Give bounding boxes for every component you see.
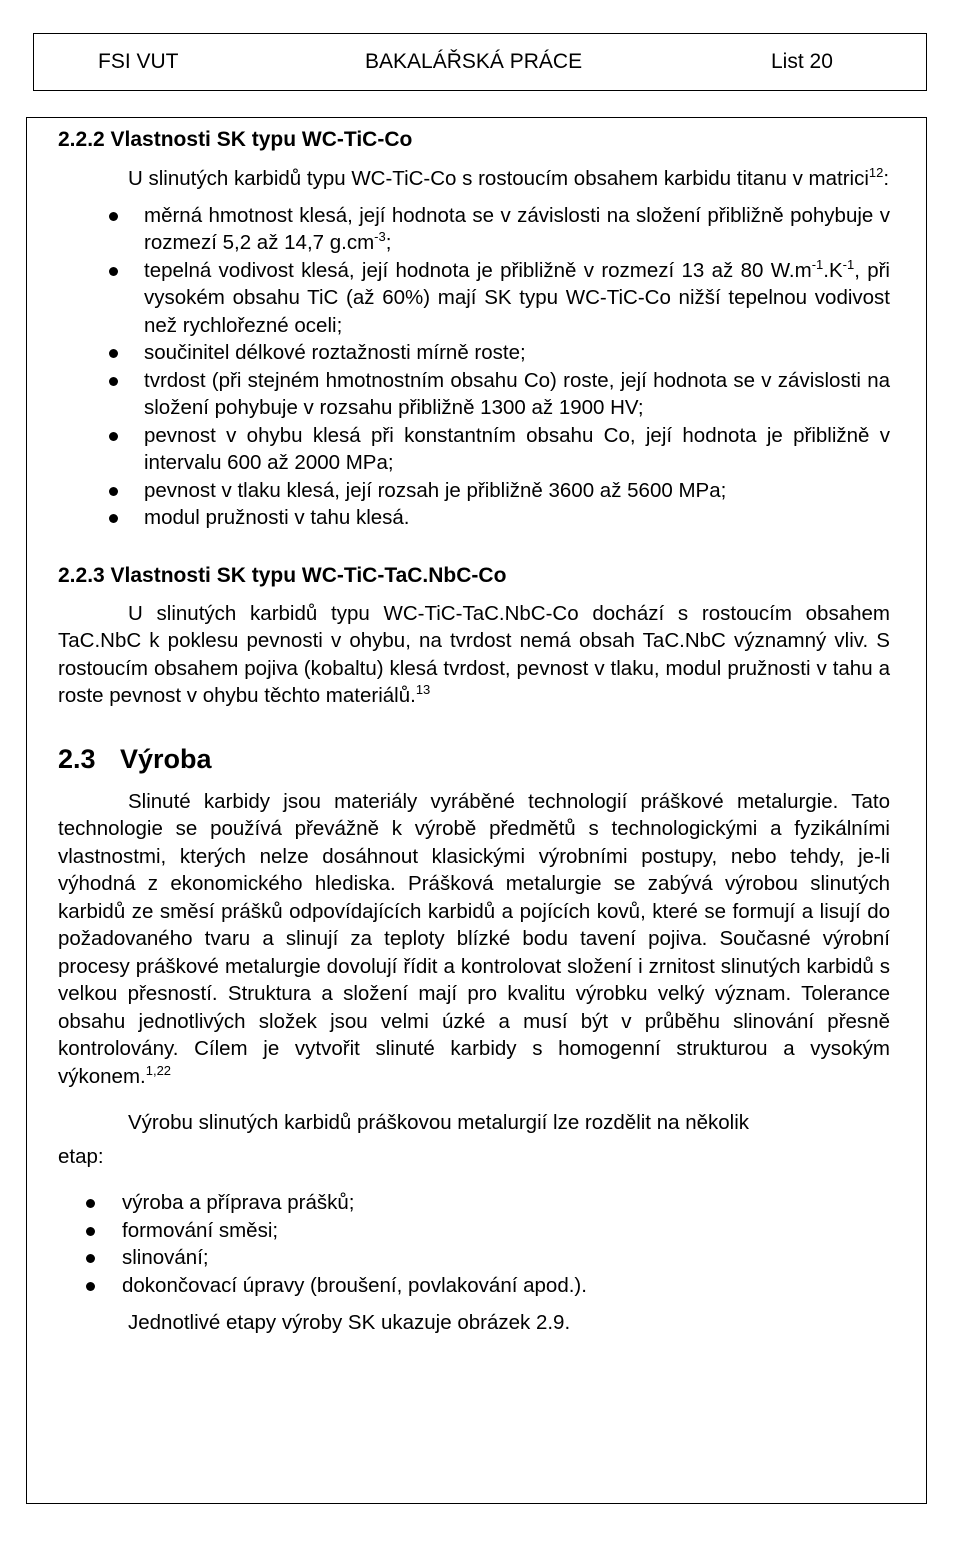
list-item: výroba a příprava prášků; xyxy=(58,1189,890,1217)
page-header xyxy=(33,33,927,91)
section-heading-2-2-2: 2.2.2 Vlastnosti SK typu WC-TiC-Co xyxy=(58,128,413,151)
list-item: pevnost v tlaku klesá, její rozsah je přibližně 3600 až 5600 MPa; xyxy=(58,477,890,505)
citation-13: 13 xyxy=(415,682,431,697)
paragraph-production-intro: Slinuté karbidy jsou materiály vyráběné technologií práškové metalurgie. Tato technologie se používá převážně k výrobě předmětů s technologickými a fyzikálními vlastnostmi, kterých nelze dosáhnout klasickými výrobními postupy, nebo tehdy, je-li výhodná z ekonomického hlediska. Prášková metalurgie se zabývá výrobou slinutých karbidů ze směsí prášků odpovídajících karbidů a pojících kovů, které se formují a lisují do požadovaného tvaru a slinují za teploty blízké bodu tavení pojiva. Současné výrobní procesy práškové metalurgie dovolují řídit a kontrolovat složení i zrnitost slinutých karbidů s velkou přesností. Struktura a složení mají pro kvalitu výrobku velký význam. Tolerance obsahu jednotlivých složek jsou velmi úzké a musí být v průběhu slinování přesně kontrolovány. Cílem je vytvořit slinuté karbidy s homogenní strukturou a vysokým výkonem.$^{1,22}$ xyxy=(58,789,890,1088)
production-stages-list xyxy=(58,1189,890,1299)
header-page-number: List 20 xyxy=(771,50,833,73)
list-item: slinování; xyxy=(58,1244,890,1272)
list-item: měrná hmotnost klesá, její hodnota se v závislosti na složení přibližně pohybuje v rozmezí 5,2 až 14,7 $g.cm^{-3}$; xyxy=(58,202,890,257)
list-item: součinitel délkové roztažnosti mírně roste; xyxy=(58,339,890,367)
property-list-wc-tic-co xyxy=(58,202,890,532)
paragraph-production-stages-intro: Výrobu slinutých karbidů práškovou metalurgií lze rozdělit na několik xyxy=(128,1111,750,1134)
list-item: formování směsi; xyxy=(58,1217,890,1245)
list-item: pevnost v ohybu klesá při konstantním obsahu Co, její hodnota je přibližně v intervalu 600 až 2000 MPa; xyxy=(58,422,890,477)
paragraph-figure-reference: Jednotlivé etapy výroby SK ukazuje obrázek 2.9. xyxy=(128,1311,571,1334)
list-item: tepelná vodivost klesá, její hodnota je přibližně v rozmezí 13 až 80 $W.m^{-1}.K^{-1}$, při vysokém obsahu TiC (až 60%) mají SK typu WC-TiC-Co nižší tepelnou vodivost než rychlořezné oceli; xyxy=(58,257,890,340)
page-content xyxy=(58,126,890,1337)
citation-1-22: 1,22 xyxy=(145,1062,172,1078)
citation-12: 12 xyxy=(868,165,884,180)
header-document-type: BAKALÁŘSKÁ PRÁCE xyxy=(365,50,583,73)
section-heading-2-3: 2.3 Výroba xyxy=(58,743,212,774)
header-institution: FSI VUT xyxy=(98,50,179,73)
paragraph-wc-tic-co-intro: U slinutých karbidů typu WC-TiC-Co s rostoucím obsahem karbidu titanu v matrici$^{12}$: xyxy=(128,165,890,190)
list-item: modul pružnosti v tahu klesá. xyxy=(58,504,890,532)
section-heading-2-2-3: 2.2.3 Vlastnosti SK typu WC-TiC-TaC.NbC-Co xyxy=(58,563,507,587)
paragraph-wc-tic-tac-nbc-co: U slinutých karbidů typu WC-TiC-TaC.NbC-Co dochází s rostoucím obsahem TaC.NbC k poklesu pevnosti v ohybu, na tvrdost nemá obsah TaC.NbC významný vliv. S rostoucím obsahem pojiva (kobaltu) klesá tvrdost, pevnost v tlaku, modul pružnosti v tahu a roste pevnost v ohybu těchto materiálů.$^{13}$ xyxy=(58,601,890,707)
paragraph-production-stages-label: etap: xyxy=(58,1144,104,1168)
list-item: tvrdost (při stejném hmotnostním obsahu Co) roste, její hodnota se v závislosti na složení pohybuje v rozsahu přibližně 1300 až 1900 HV; xyxy=(58,367,890,422)
list-item: dokončovací úpravy (broušení, povlakování apod.). xyxy=(58,1272,890,1300)
